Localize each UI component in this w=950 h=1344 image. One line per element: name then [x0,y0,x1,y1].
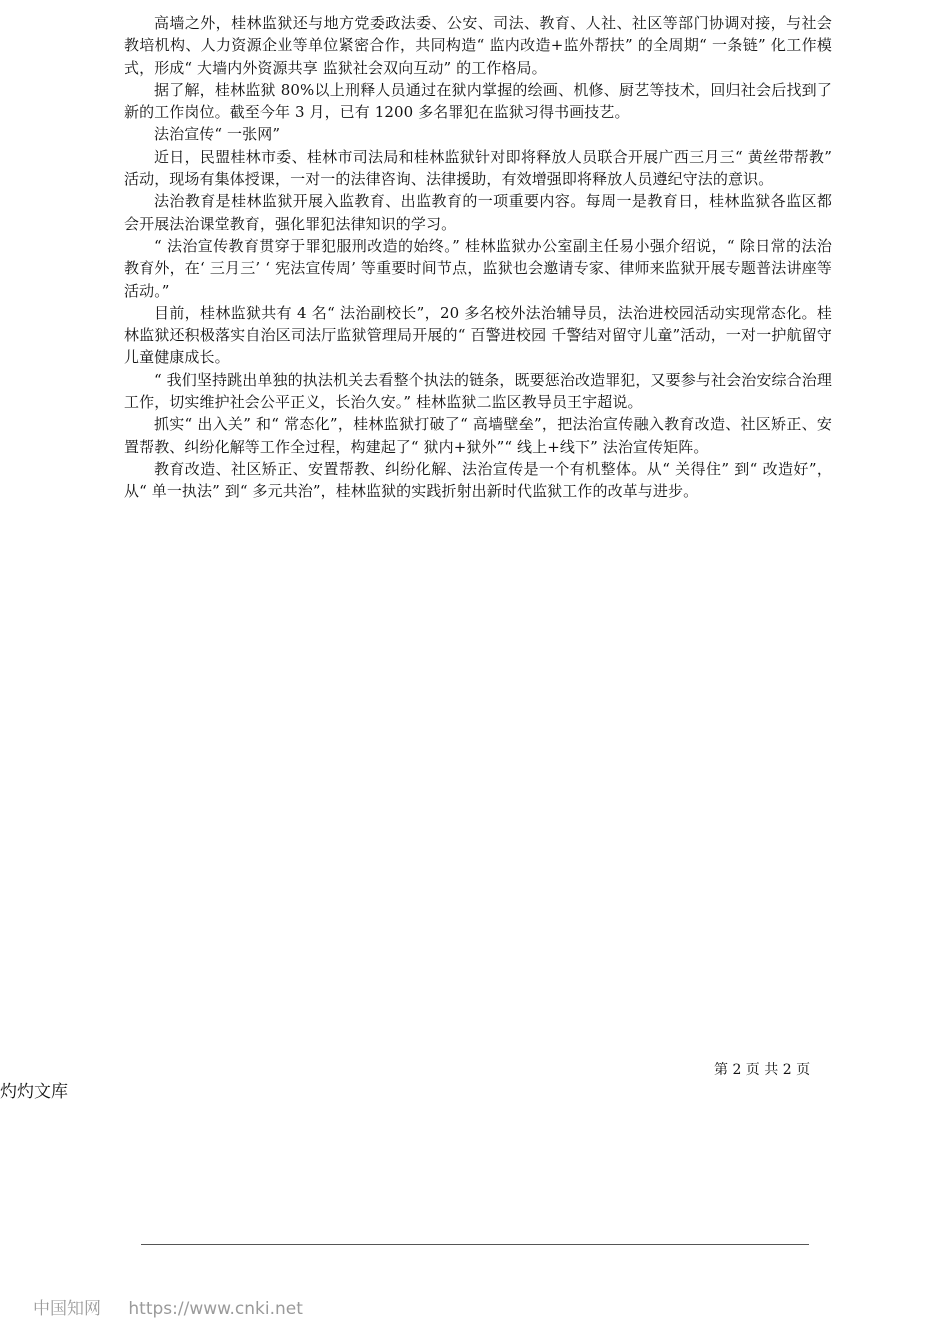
footer-divider [141,1244,809,1245]
paragraph: 据了解，桂林监狱 80%以上刑释人员通过在狱内掌握的绘画、机修、厨艺等技术，回归社会后找到了新的工作岗位。截至今年 3 月，已有 1200 多名罪犯在监狱习得书画技艺。 [124,80,832,122]
paragraph: 目前，桂林监狱共有 4 名“ 法治副校长”，20 多名校外法治辅导员，法治进校园活动实现常态化。桂林监狱还积极落实自治区司法厅监狱管理局开展的“ 百警进校园 千警结对留守儿童”活动，一对一护航留守儿童健康成长。 [124,303,832,367]
paragraph: “ 我们坚持跳出单独的执法机关去看整个执法的链条，既要惩治改造罪犯，又要参与社会治安综合治理工作，切实维护社会公平正义，长治久安。” 桂林监狱二监区教导员王宇超说。 [124,370,832,412]
section-heading: 法治宣传“ 一张网” [154,125,281,144]
paragraph: 近日，民盟桂林市委、桂林市司法局和桂林监狱针对即将释放人员联合开展广西三月三“ 黄丝带帮教” 活动，现场有集体授课，一对一的法律咨询、法律援助，有效增强即将释放人员遵纪守法的意识。 [124,147,832,189]
paragraph: “ 法治宣传教育贯穿于罪犯服刑改造的始终。” 桂林监狱办公室副主任易小强介绍说，“ 除日常的法治教育外，在‘ 三月三’ ‘ 宪法宣传周’ 等重要时间节点，监狱也会邀请专家、律师来监狱开展专题普法讲座等活动。” [124,236,832,300]
page-number: 第 2 页 共 2 页 [714,1062,811,1078]
paragraph: 抓实“ 出入关” 和“ 常态化”，桂林监狱打破了“ 高墙壁垒”，把法治宣传融入教育改造、社区矫正、安置帮教、纠纷化解等工作全过程，构建起了“ 狱内+狱外”“ 线上+线下” 法治宣传矩阵。 [124,415,832,456]
paragraph: 法治教育是桂林监狱开展入监教育、出监教育的一项重要内容。每周一是教育日，桂林监狱各监区都会开展法治课堂教育，强化罪犯法律知识的学习。 [124,192,832,233]
paragraph: 教育改造、社区矫正、安置帮教、纠纷化解、法治宣传是一个有机整体。从“ 关得住” 到“ 改造好”，从“ 单一执法” 到“ 多元共治”，桂林监狱的实践折射出新时代监狱工作的改革与进步。 [124,459,832,501]
footer-url[interactable]: https://www.cnki.net [128,1299,303,1319]
footer-brand: 中国知网 [33,1299,101,1319]
footer [33,1294,303,1319]
paragraph: 高墙之外，桂林监狱还与地方党委政法委、公安、司法、教育、人社、社区等部门协调对接，与社会教培机构、人力资源企业等单位紧密合作，共同构造“ 监内改造+监外帮扶” 的全周期“ 一条链” 化工作模式，形成“ 大墙内外资源共享 监狱社会双向互动” 的工作格局。 [124,14,832,77]
article-body [124,12,832,503]
library-name: 灼灼文库 [0,1082,68,1102]
